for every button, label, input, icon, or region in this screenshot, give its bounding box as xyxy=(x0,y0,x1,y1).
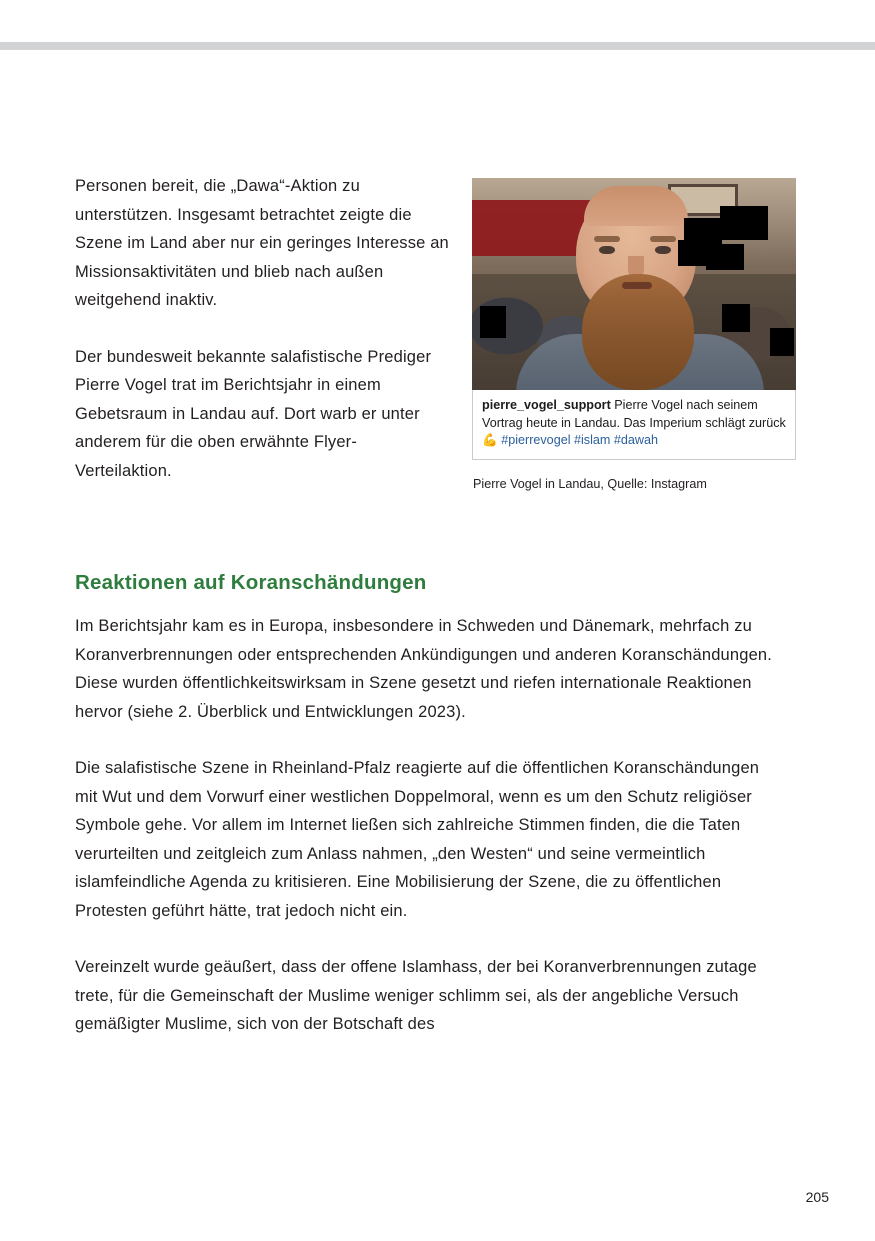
top-rule-divider xyxy=(0,42,875,50)
body-text-column xyxy=(75,612,781,1039)
figure-caption: Pierre Vogel in Landau, Quelle: Instagram xyxy=(473,476,707,491)
figure-instagram-post xyxy=(472,178,796,493)
redaction-bar xyxy=(706,244,744,270)
left-text-column xyxy=(75,172,450,485)
redaction-bar xyxy=(770,328,794,356)
instagram-caption-box xyxy=(472,390,796,460)
redaction-bar xyxy=(720,206,768,240)
instagram-caption-text: Pierre Vogel nach seinem Vortrag heute in Landau. Das Imperium schlägt zurück 💪 xyxy=(482,398,786,447)
page-number: 205 xyxy=(805,1189,829,1205)
photo-person-eye-left xyxy=(599,246,615,254)
photo-person-eyebrow-right xyxy=(650,236,676,242)
redaction-bar xyxy=(722,304,750,332)
paragraph: Im Berichtsjahr kam es in Europa, insbesondere in Schweden und Dänemark, mehrfach zu Koranverbrennungen oder entsprechenden Ankündigungen und anderen Koranschändungen. Diese wurden öffentlichkeitswirksam in Szene gesetzt und riefen internationale Reaktionen hervor (siehe 2. Überblick und Entwicklungen 2023). xyxy=(75,617,772,721)
redaction-bar xyxy=(480,306,506,338)
photo-person-eye-right xyxy=(655,246,671,254)
photo-person-scalp xyxy=(584,186,688,226)
instagram-hashtags: #pierrevogel #islam #dawah xyxy=(501,433,659,447)
photo-person-mouth xyxy=(622,282,652,289)
instagram-username: pierre_vogel_support xyxy=(482,398,611,412)
figure-photo xyxy=(472,178,796,390)
photo-person-eyebrow-left xyxy=(594,236,620,242)
section-heading: Reaktionen auf Koranschändungen xyxy=(75,571,427,594)
paragraph: Personen bereit, die „Dawa“-Aktion zu unterstützen. Insgesamt betrachtet zeigte die Szene im Land aber nur ein geringes Interesse an Missionsaktivitäten und blieb nach außen weitgehend inaktiv. xyxy=(75,177,449,309)
paragraph: Vereinzelt wurde geäußert, dass der offene Islamhass, der bei Koranverbrennungen zutage trete, für die Gemeinschaft der Muslime weniger schlimm sei, als der angebliche Versuch gemäßigter Muslime, sich von der Botschaft des xyxy=(75,958,757,1033)
redaction-bar xyxy=(678,240,706,266)
photo-person-beard xyxy=(582,274,694,390)
paragraph: Die salafistische Szene in Rheinland-Pfalz reagierte auf die öffentlichen Koranschändungen mit Wut und dem Vorwurf einer westlichen Doppelmoral, wenn es um den Schutz religiöser Symbole gehe. Vor allem im Internet ließen sich zahlreiche Stimmen finden, die die Taten verurteilten und zeitgleich zum Anlass nahmen, „den Westen“ und seine vermeintlich islamfeindliche Agenda zu kritisieren. Eine Mobilisierung der Szene, die zu öffentlichen Protesten geführt hätte, trat jedoch nicht ein. xyxy=(75,759,760,920)
paragraph: Der bundesweit bekannte salafistische Prediger Pierre Vogel trat im Berichtsjahr in einem Gebetsraum in Landau auf. Dort warb er unter anderem für die oben erwähnte Flyer-Verteilaktion. xyxy=(75,347,432,480)
